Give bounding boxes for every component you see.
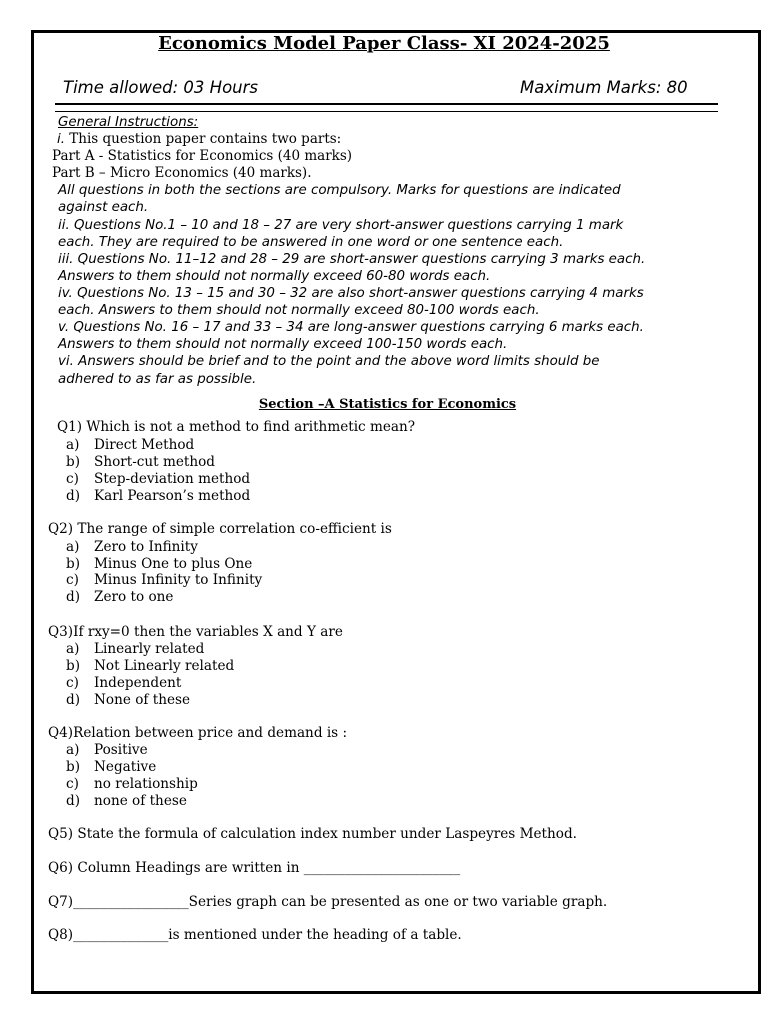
q3-option-d — [66, 692, 190, 709]
instruction-iii-1: iii. Questions No. 11–12 and 28 – 29 are short-answer questions carrying 3 marks each. — [58, 252, 646, 267]
time-allowed: Time allowed: 03 Hours — [63, 78, 259, 97]
option-text: Direct Method — [94, 437, 195, 453]
instruction-vi-2: adhered to as far as possible. — [58, 372, 257, 387]
option-letter: d) — [66, 793, 81, 809]
option-text: Negative — [94, 759, 157, 775]
option-text: Linearly related — [94, 641, 205, 657]
option-text: none of these — [94, 793, 187, 809]
instruction-iv-2: each. Answers to them should not normally exceed 80-100 words each. — [58, 303, 540, 318]
question-2: Q2) The range of simple correlation co-efficient is — [48, 521, 392, 537]
q4-option-a — [66, 742, 148, 759]
question-5: Q5) State the formula of calculation index number under Laspeyres Method. — [48, 826, 577, 842]
header-rule-bottom — [55, 111, 718, 112]
option-letter: c) — [66, 776, 79, 792]
q3-option-c — [66, 675, 181, 692]
option-text: Karl Pearson’s method — [94, 488, 251, 504]
instruction-i-text: This question paper contains two parts: — [64, 131, 342, 147]
q1-option-c — [66, 471, 250, 488]
q4-option-d — [66, 793, 187, 810]
q3-option-a — [66, 641, 204, 658]
instruction-iv-1: iv. Questions No. 13 – 15 and 30 – 32 are also short-answer questions carrying 4 marks — [58, 286, 644, 301]
option-letter: a) — [66, 539, 80, 555]
option-letter: c) — [66, 572, 79, 588]
option-letter: b) — [66, 454, 81, 470]
instruction-v-1: v. Questions No. 16 – 17 and 33 – 34 are long-answer questions carrying 6 marks each. — [58, 320, 644, 335]
q2-option-c — [66, 572, 262, 589]
option-text: Zero to one — [94, 589, 174, 605]
option-letter: a) — [66, 742, 80, 758]
instruction-ii-1: ii. Questions No.1 – 10 and 18 – 27 are very short-answer questions carrying 1 mark — [58, 218, 624, 233]
instruction-i — [57, 131, 341, 148]
q2-option-a — [66, 539, 198, 556]
q2-option-b — [66, 556, 252, 573]
question-8: Q8)______________is mentioned under the heading of a table. — [48, 927, 462, 943]
option-text: None of these — [94, 692, 191, 708]
option-text: Minus Infinity to Infinity — [94, 572, 263, 588]
instruction-compulsory-1: All questions in both the sections are compulsory. Marks for questions are indicated — [58, 183, 621, 198]
instructions-heading: General Instructions: — [58, 115, 199, 130]
instruction-part-b: Part B – Micro Economics (40 marks). — [52, 165, 312, 181]
q4-option-b — [66, 759, 156, 776]
q1-option-a — [66, 437, 194, 454]
option-letter: b) — [66, 658, 81, 674]
q1-option-d — [66, 488, 250, 505]
option-letter: b) — [66, 759, 81, 775]
option-text: Short-cut method — [94, 454, 215, 470]
option-text: no relationship — [94, 776, 198, 792]
option-letter: b) — [66, 556, 81, 572]
option-text: Positive — [94, 742, 148, 758]
instruction-v-2: Answers to them should not normally exceed 100-150 words each. — [58, 337, 508, 352]
option-text: Minus One to plus One — [94, 556, 253, 572]
instruction-vi-1: vi. Answers should be brief and to the point and the above word limits should be — [58, 354, 600, 369]
q1-option-b — [66, 454, 215, 471]
question-1: Q1) Which is not a method to find arithmetic mean? — [57, 419, 416, 435]
maximum-marks: Maximum Marks: 80 — [520, 78, 688, 97]
question-7: Q7)_________________Series graph can be presented as one or two variable graph. — [48, 894, 608, 910]
question-4: Q4)Relation between price and demand is : — [48, 725, 348, 741]
option-letter: a) — [66, 437, 80, 453]
option-letter: d) — [66, 488, 81, 504]
option-letter: d) — [66, 589, 81, 605]
option-letter: a) — [66, 641, 80, 657]
option-letter: d) — [66, 692, 81, 708]
q3-option-b — [66, 658, 234, 675]
option-text: Not Linearly related — [94, 658, 235, 674]
paper-title: Economics Model Paper Class- XI 2024-2025 — [158, 33, 610, 54]
question-3: Q3)If rxy=0 then the variables X and Y are — [48, 624, 343, 640]
option-letter: c) — [66, 471, 79, 487]
instruction-compulsory-2: against each. — [58, 200, 149, 215]
instruction-i-number: i. — [57, 132, 65, 147]
q4-option-c — [66, 776, 198, 793]
header-rule-top — [55, 103, 718, 105]
option-text: Independent — [94, 675, 182, 691]
instruction-ii-2: each. They are required to be answered in one word or one sentence each. — [58, 235, 564, 250]
option-letter: c) — [66, 675, 79, 691]
q2-option-d — [66, 589, 173, 606]
instruction-iii-2: Answers to them should not normally exceed 60-80 words each. — [58, 269, 491, 284]
option-text: Step-deviation method — [94, 471, 251, 487]
question-6: Q6) Column Headings are written in _______________________ — [48, 860, 461, 876]
section-a-heading: Section –A Statistics for Economics — [258, 397, 517, 412]
option-text: Zero to Infinity — [94, 539, 198, 555]
instruction-part-a: Part A - Statistics for Economics (40 marks) — [52, 148, 353, 164]
